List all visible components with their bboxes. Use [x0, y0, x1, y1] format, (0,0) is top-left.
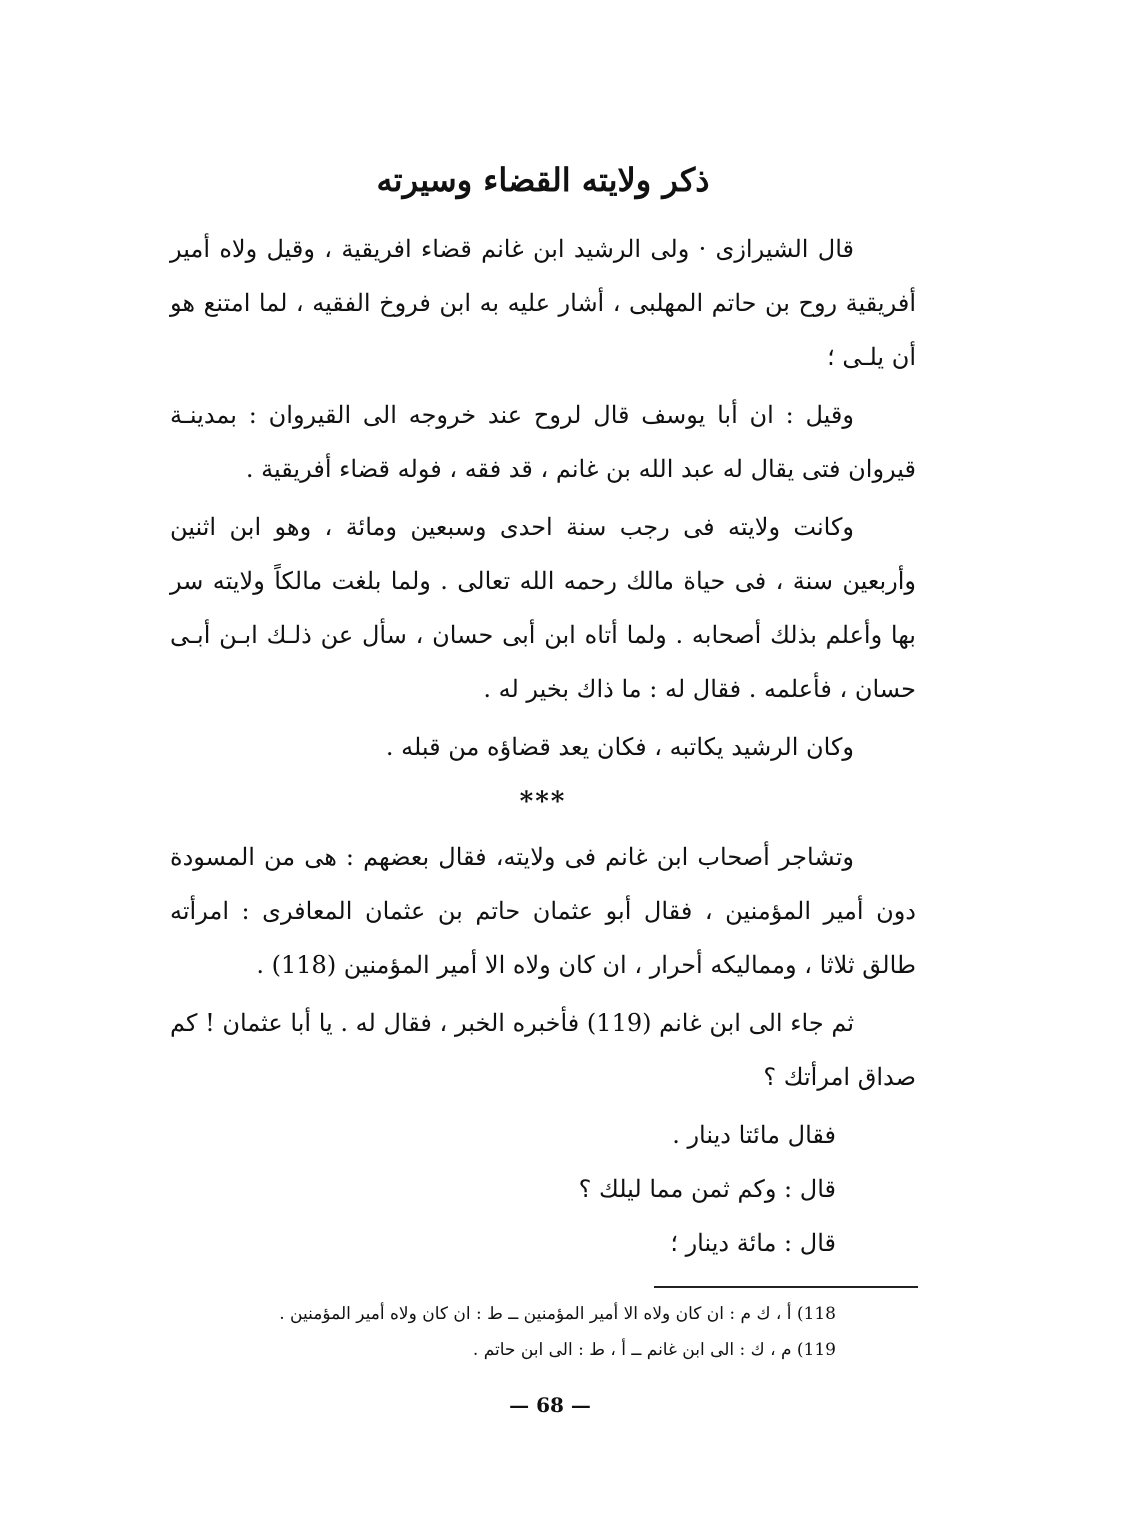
paragraph-6: ثم جاء الى ابن غانم (119) فأخبره الخبر ، فقال له . يا أبا عثمان ! كم صداق امرأتك ؟	[170, 1009, 916, 1091]
dialog-line-2: قال : وكم ثمن مما ليلك ؟	[578, 1175, 836, 1203]
footnotes	[170, 1296, 916, 1368]
main-text	[170, 222, 916, 1270]
page-number: — 68 —	[509, 1393, 591, 1417]
paragraph-3: وكانت ولايته فى رجب سنة احدى وسبعين ومائة ، وهو ابن اثنين وأربعين سنة ، فى حياة مالك رحمه الله تعالى . ولما بلغت مالكاً ولايته سر بها وأعلم بذلك أصحابه . ولما أتاه ابن أبى حسان ، سأل عن ذلـك ابـن أبـى حسان ، فأعلمه . فقال له : ما ذاك بخير له .	[170, 513, 916, 703]
page-title: ذكر ولايته القضاء وسيرته	[376, 161, 710, 199]
footnote-divider	[654, 1286, 918, 1288]
footnote-118: 118) أ ، ك م : ان كان ولاه الا أمير المؤمنين ــ ط : ان كان ولاه أمير المؤمنين .	[279, 1304, 836, 1324]
paragraph-2: وقيل : ان أبا يوسف قال لروح عند خروجه الى القيروان : بمدينـة قيروان فتى يقال له عبد الله بن غانم ، قد فقه ، فوله قضاء أفريقية .	[170, 401, 916, 483]
dialog-line-1: فقال مائتا دينار .	[672, 1121, 836, 1149]
dialog-line-3: قال : مائة دينار ؛	[670, 1229, 836, 1257]
section-divider	[170, 778, 916, 826]
paragraph-1: قال الشيرازى · ولى الرشيد ابن غانم قضاء افريقية ، وقيل ولاه أمير أفريقية روح بن حاتم المهلبى ، أشار عليه به ابن فروخ الفقيه ، لما امتنع هو أن يلـى ؛	[170, 235, 916, 371]
paragraph-4: وكان الرشيد يكاتبه ، فكان يعد قضاؤه من قبله .	[385, 733, 854, 761]
asterism: *​*​*	[519, 787, 567, 817]
paragraph-5: وتشاجر أصحاب ابن غانم فى ولايته، فقال بعضهم : هى من المسودة دون أمير المؤمنين ، فقال أبو عثمان حاتم بن عثمان المعافرى : امرأته طالق ثلاثا ، ومماليكه أحرار ، ان كان ولاه الا أمير المؤمنين (118) .	[170, 843, 916, 979]
footnote-119: 119) م ، ك : الى ابن غانم ــ أ ، ط : الى ابن حاتم .	[472, 1340, 836, 1360]
